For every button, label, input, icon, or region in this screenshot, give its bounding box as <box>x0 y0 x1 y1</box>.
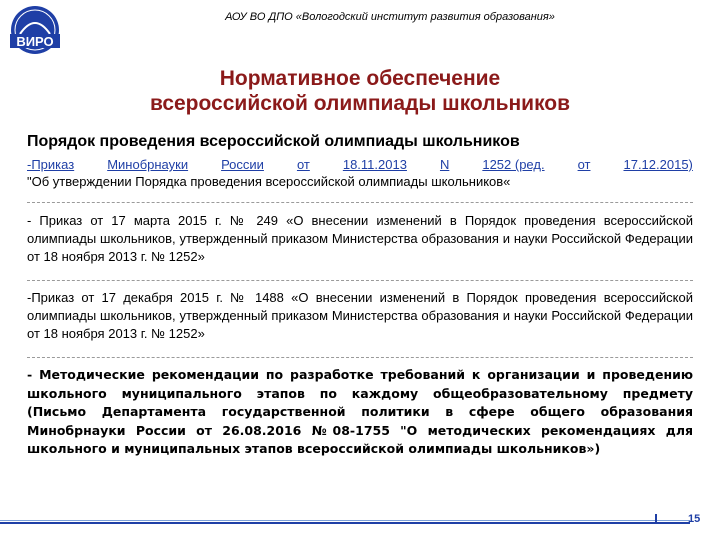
organization-header: АОУ ВО ДПО «Вологодский институт развития образования» <box>225 11 555 23</box>
page-number: 15 <box>688 513 701 525</box>
title-line-2: всероссийской олимпиады школьников <box>149 92 571 115</box>
title-line-1: Нормативное обеспечение <box>219 67 501 90</box>
footer-line <box>0 522 690 524</box>
link-word[interactable]: 1252 (ред. <box>482 157 545 172</box>
paragraph-order-1488: -Приказ от 17 декабря 2015 г. № 1488 «О внесении изменений в Порядок проведения всероссийской олимпиады школьников, утвержденный приказом Министерства образования и науки Российской Федерации от 18 ноября 2013 г. № 1252» <box>27 290 693 341</box>
link-word[interactable]: Минобрнауки <box>107 157 189 172</box>
link-word[interactable]: N <box>439 157 450 172</box>
separator <box>27 357 693 358</box>
section-subtitle: Порядок проведения всероссийской олимпиады школьников <box>27 133 520 150</box>
viro-logo <box>6 4 64 60</box>
separator <box>27 280 693 281</box>
logo-text: ВИРО <box>16 34 54 49</box>
order-link[interactable] <box>27 156 693 173</box>
separator <box>27 202 693 203</box>
link-word[interactable]: 18.11.2013 <box>342 157 407 172</box>
footer-tick <box>655 514 657 523</box>
paragraph-order-1252 <box>27 156 693 190</box>
paragraph-methodical-recommendations: - Методические рекомендации по разработке требований к организации и проведению школьного муниципального этапов по каждому общеобразовательному предмету (Письмо Департамента государственной политики в сфере общего образования Минобрнауки России от 26.08.2016 №08-1755 "О методических рекомендациях для школьного и муниципальных этапов всероссийской олимпиады школьников») <box>27 367 693 456</box>
order-title: "Об утверждении Порядка проведения всероссийской олимпиады школьников« <box>27 174 511 189</box>
link-word[interactable]: -Приказ <box>27 157 75 172</box>
paragraph-order-249: - Приказ от 17 марта 2015 г. № 249 «О внесении изменений в Порядок проведения всероссийской олимпиады школьников, утвержденный приказом Министерства образования и науки Российской Федерации от 18 ноября 2013 г. № 1252» <box>27 213 693 264</box>
link-word[interactable]: 17.12.2015) <box>623 157 693 172</box>
link-word[interactable]: от <box>296 157 310 172</box>
link-word[interactable]: России <box>221 157 264 172</box>
slide-title <box>60 66 660 116</box>
link-word[interactable]: от <box>577 157 591 172</box>
footer-line-thin <box>0 520 690 521</box>
